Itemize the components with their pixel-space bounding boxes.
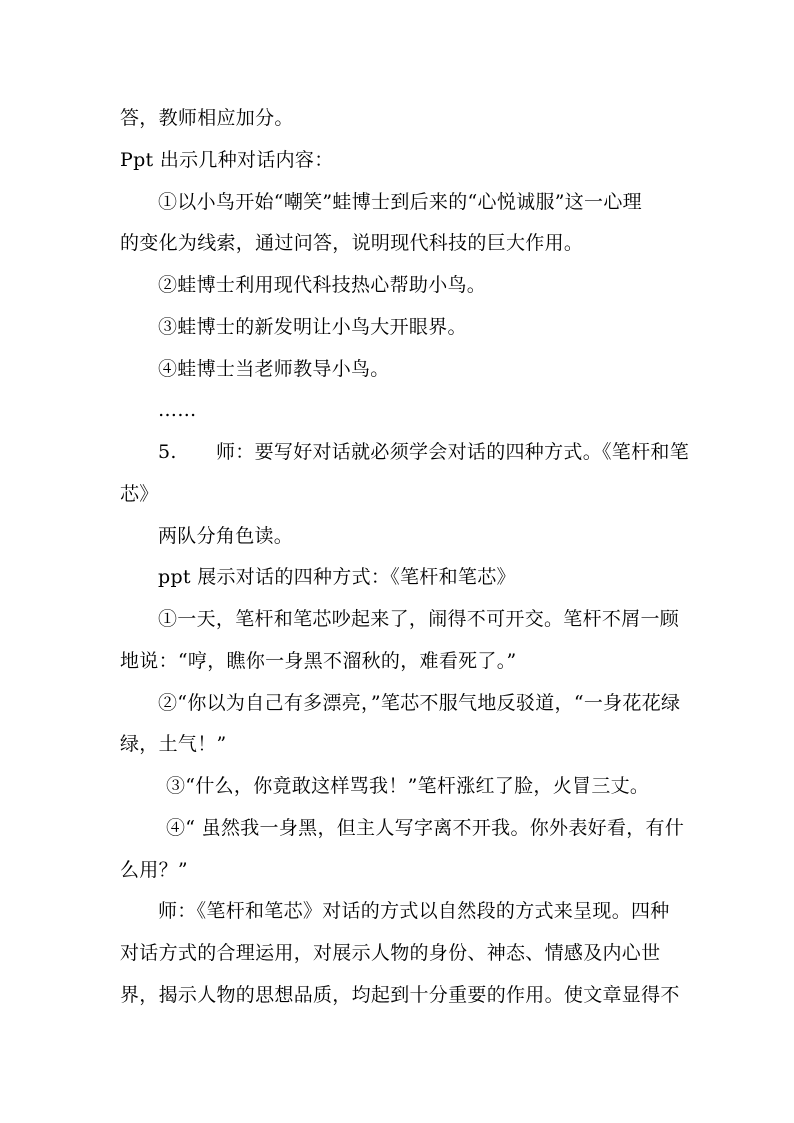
- paragraph-line: ④“ 虽然我一身黑，但主人写字离不开我。你外表好看，有什: [166, 817, 685, 839]
- paragraph-line: ④蛙博士当老师教导小鸟。: [158, 358, 390, 380]
- paragraph-line: Ppt 出示几种对话内容：: [120, 149, 334, 171]
- item-text: 师：要写好对话就必须学会对话的四种方式。《笔杆和笔: [216, 441, 690, 463]
- paragraph-line: ①一天，笔杆和笔芯吵起来了，闹得不可开交。笔杆不屑一顾: [158, 608, 680, 630]
- paragraph-line: ②蛙博士利用现代科技热心帮助小鸟。: [158, 274, 487, 296]
- numbered-paragraph-line: [158, 440, 689, 464]
- paragraph-line: 两队分角色读。: [158, 525, 294, 547]
- paragraph-line: ①以小鸟开始“嘲笑”蛙博士到后来的“心悦诚服”这一心理: [158, 191, 642, 213]
- paragraph-line: ③“什么，你竟敢这样骂我！”笔杆涨红了脸，火冒三丈。: [166, 775, 650, 797]
- paragraph-line: 芯》: [120, 483, 159, 505]
- paragraph-line: ③蛙博士的新发明让小鸟大开眼界。: [158, 316, 467, 338]
- paragraph-line: 么用？”: [120, 859, 188, 881]
- paragraph-line: 的变化为线索，通过问答，说明现代科技的巨大作用。: [120, 232, 584, 254]
- paragraph-line: ……: [158, 399, 197, 421]
- paragraph-line: 师：《笔杆和笔芯》对话的方式以自然段的方式来呈现。四种: [158, 900, 670, 922]
- paragraph-line: ppt 展示对话的四种方式：《笔杆和笔芯》: [158, 566, 516, 588]
- paragraph-line: 地说：“哼，瞧你一身黑不溜秋的，难看死了。”: [120, 650, 517, 672]
- paragraph-line: ②“你以为自己有多漂亮，”笔芯不服气地反驳道，“一身花花绿: [158, 692, 681, 714]
- paragraph-line: 答，教师相应加分。: [120, 107, 294, 129]
- item-number: 5.: [158, 441, 177, 463]
- paragraph-line: 绿，土气！”: [120, 733, 227, 755]
- paragraph-line: 对话方式的合理运用，对展示人物的身份、神态、情感及内心世: [120, 942, 661, 964]
- paragraph-line: 界，揭示人物的思想品质，均起到十分重要的作用。使文章显得不: [120, 984, 680, 1006]
